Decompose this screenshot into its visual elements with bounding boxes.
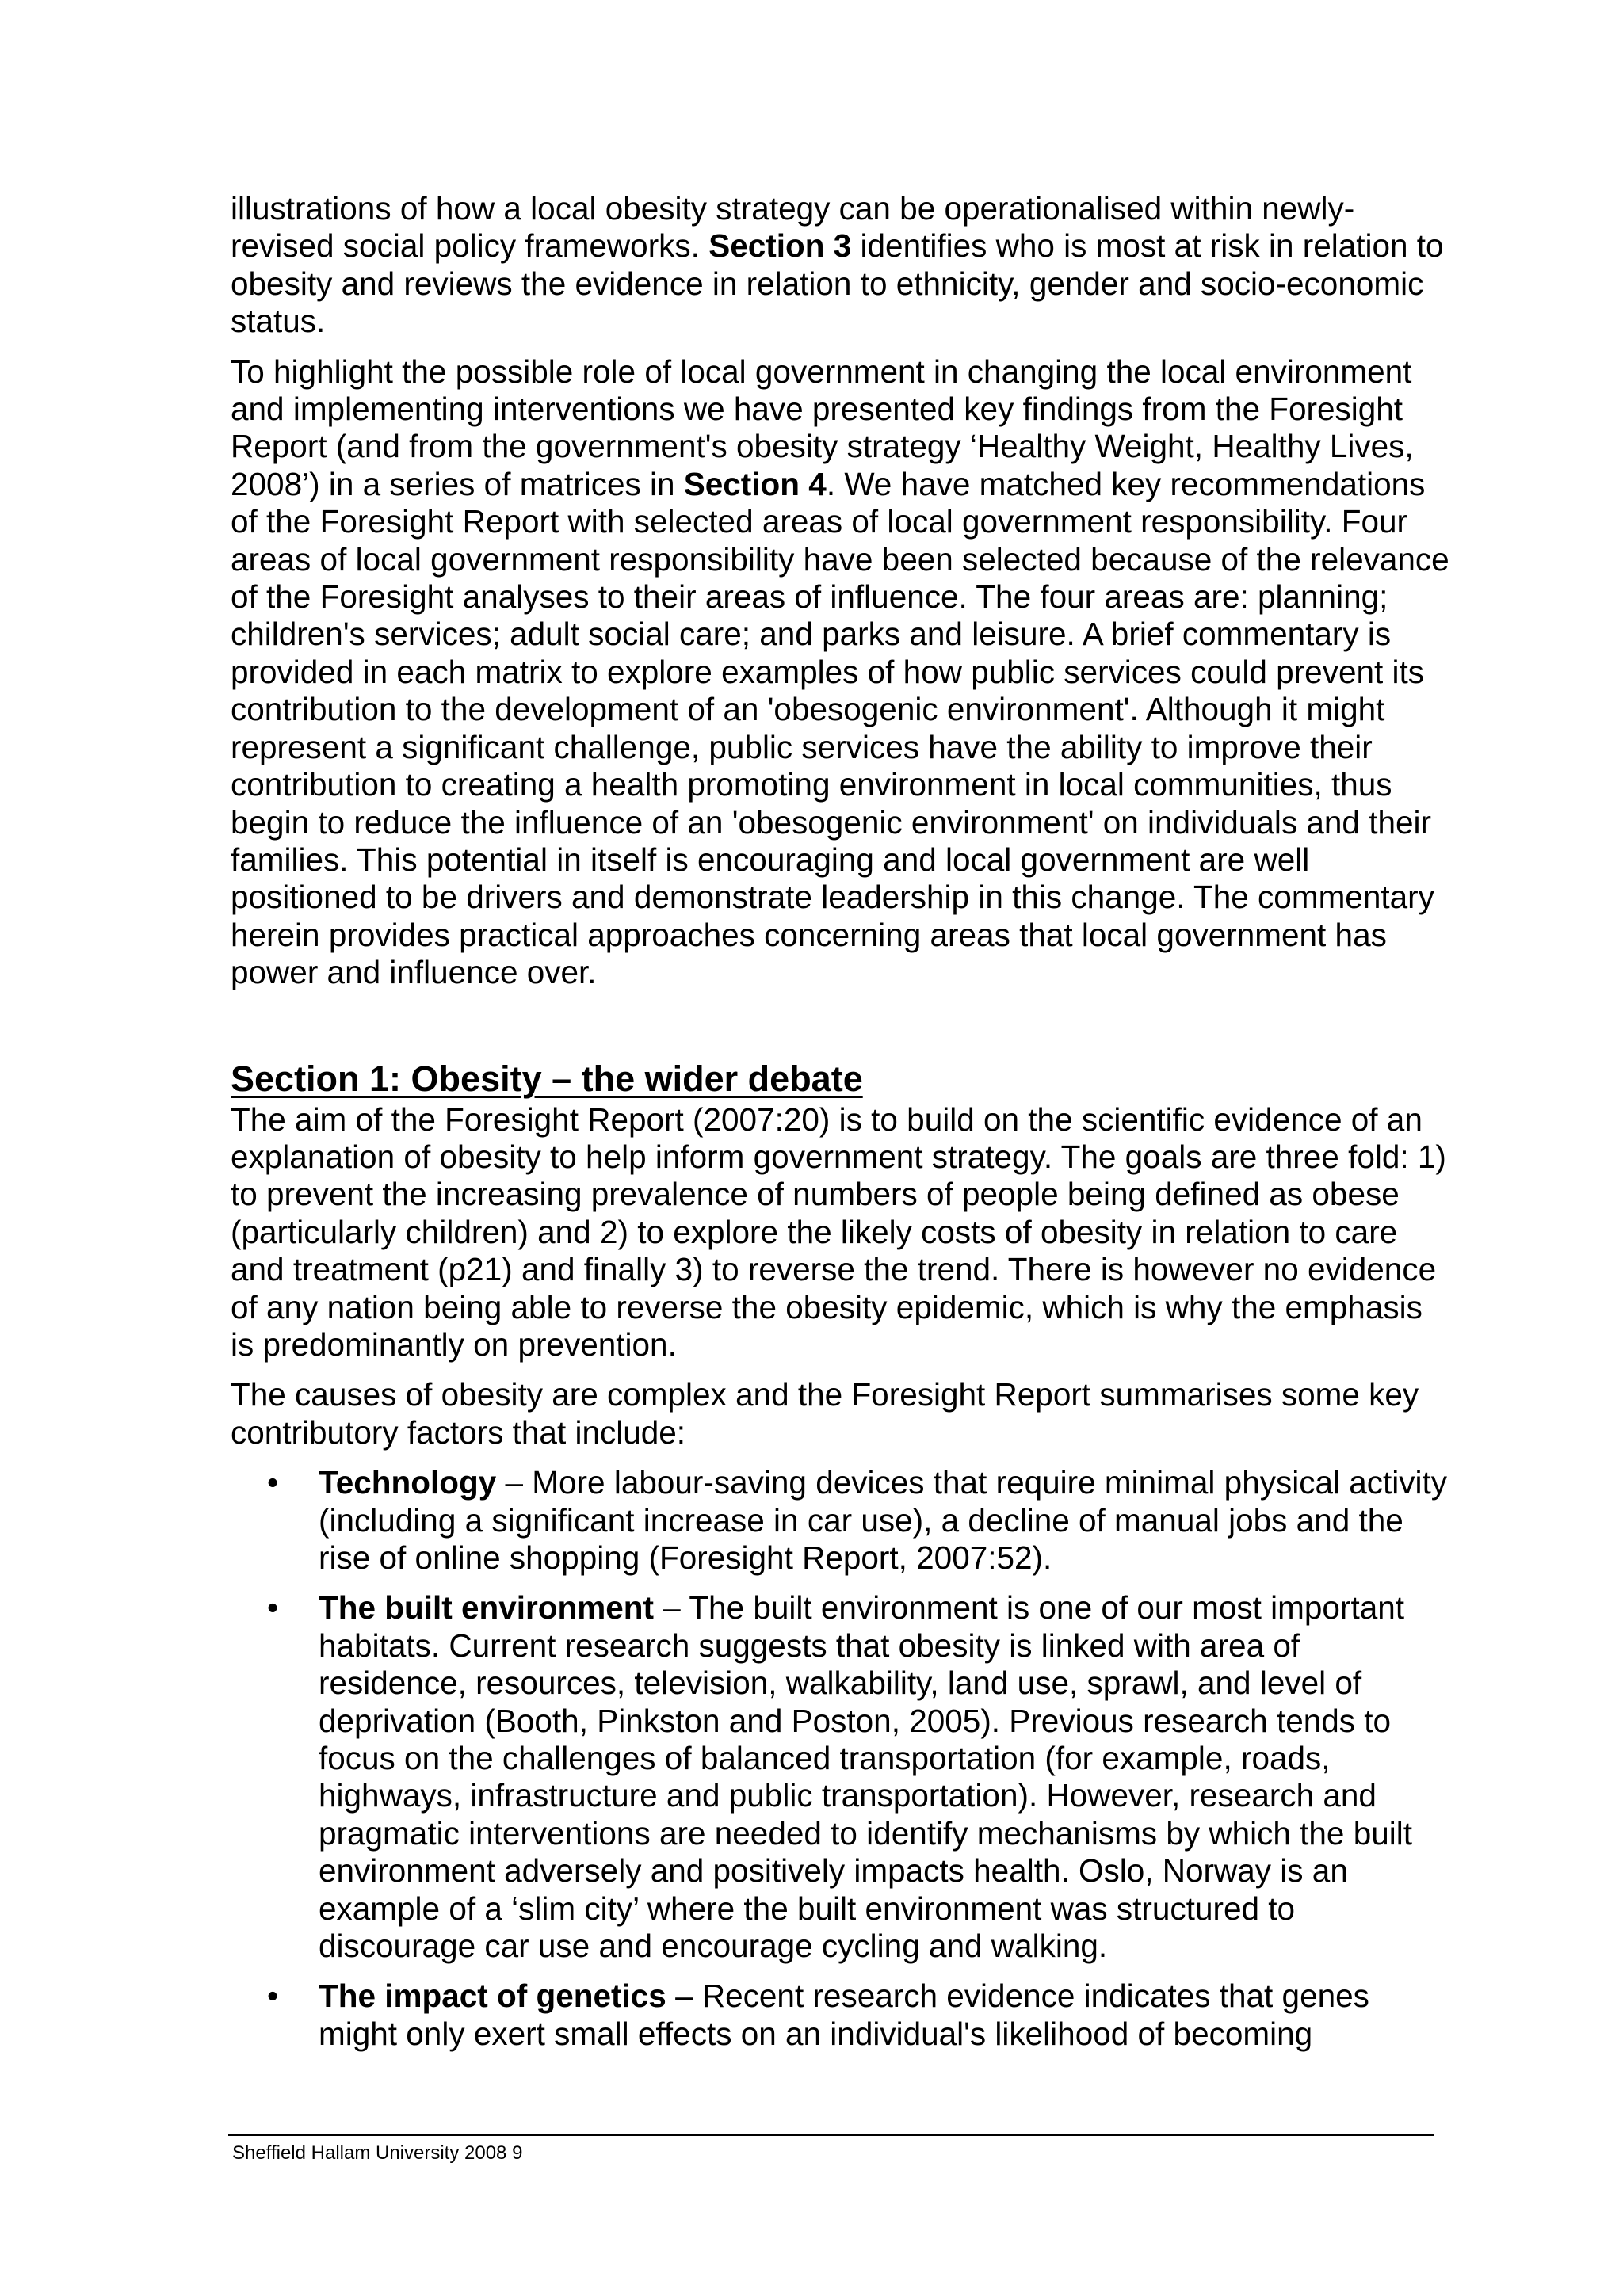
footer-divider bbox=[228, 2134, 1434, 2136]
section-3-reference: Section 3 bbox=[708, 227, 852, 265]
intro-paragraph-2-text-a: To highlight the possible role of local government in changing the local environment and implementing interventions we have presented key findings from the Foresight Report (and from the government's obesity strategy ‘Healthy Weight, Healthy Lives, 2008’) in a series of matrices in bbox=[231, 353, 1414, 502]
list-item-title: Technology bbox=[319, 1464, 497, 1501]
section-1-paragraph-1: The aim of the Foresight Report (2007:20) is to build on the scientific evidence of an explanation of obesity to help inform government strategy. The goals are three fold: 1) to prevent the increasing prevalence of numbers of people being defined as obese (particularly children) and 2) to explore the likely costs of obesity in relation to care and treatment (p21) and finally 3) to reverse the trend. There is however no evidence of any nation being able to reverse the obesity epidemic, which is why the emphasis is predominantly on prevention. bbox=[231, 1100, 1446, 1363]
list-item bbox=[231, 1589, 1451, 1965]
page-footer: Sheffield Hallam University 2008 9 bbox=[232, 2142, 523, 2164]
list-item-text: – The built environment is one of our most important habitats. Current research suggests that obesity is linked with area of residence, resources, television, walkability, land use, sprawl, and level of deprivation (Booth, Pinkston and Poston, 2005). Previous research tends to focus on the challenges of balanced transportation (for example, roads, highways, infrastructure and public transportation). However, research and pragmatic interventions are needed to identify mechanisms by which the built environment adversely and positively impacts health. Oslo, Norway is an example of a ‘slim city’ where the built environment was structured to discourage car use and encourage cycling and walking. bbox=[319, 1589, 1412, 1965]
section-4-reference: Section 4 bbox=[683, 465, 827, 502]
intro-paragraph-1 bbox=[231, 190, 1451, 341]
intro-paragraph-1-text-c: identifies who is most at risk in relation to obesity and reviews the evidence in relation to ethnicity, gender and socio-economic status. bbox=[231, 227, 1444, 340]
intro-paragraph-1-text-a: illustrations of how a local obesity strategy can be operationalised within newly-revised social policy frameworks. bbox=[231, 190, 1355, 265]
bullet-icon: • bbox=[267, 1464, 279, 1501]
list-item-title: The built environment bbox=[319, 1589, 655, 1627]
list-item bbox=[231, 1978, 1451, 2053]
page-body bbox=[231, 190, 1451, 2065]
section-1-heading: Section 1: Obesity – the wider debate bbox=[231, 1058, 863, 1099]
list-item-title: The impact of genetics bbox=[319, 1978, 666, 2015]
list-item-text: – More labour-saving devices that require minimal physical activity (including a significant increase in car use), a decline of manual jobs and the rise of online shopping (Foresight Report, 2007:52). bbox=[319, 1464, 1448, 1576]
bullet-icon: • bbox=[267, 1589, 279, 1627]
intro-paragraph-2 bbox=[231, 353, 1451, 992]
intro-paragraph-2-text-c: . We have matched key recommendations of the Foresight Report with selected areas of local government responsibility. Four areas of local government responsibility have been selected because of the relevance of the Foresight analyses to their areas of influence. The four areas are: planning; children's services; adult social care; and parks and leisure. A brief commentary is provided in each matrix to explore examples of how public services could prevent its contribution to the development of an 'obesogenic environment'. Although it might represent a significant challenge, public services have the ability to improve their contribution to creating a health promoting environment in local communities, thus begin to reduce the influence of an 'obesogenic environment' on individuals and their families. This potential in itself is encouraging and local government are well positioned to be drivers and demonstrate leadership in this change. The commentary herein provides practical approaches concerning areas that local government has power and influence over. bbox=[231, 465, 1449, 991]
contributory-factors-list bbox=[231, 1464, 1451, 2053]
section-1-paragraph-2: The causes of obesity are complex and the Foresight Report summarises some key contributory factors that include: bbox=[231, 1376, 1419, 1451]
bullet-icon: • bbox=[267, 1978, 279, 2015]
list-item bbox=[231, 1464, 1451, 1577]
list-item-text: – Recent research evidence indicates that genes might only exert small effects on an individual's likelihood of becoming bbox=[319, 1978, 1369, 2052]
